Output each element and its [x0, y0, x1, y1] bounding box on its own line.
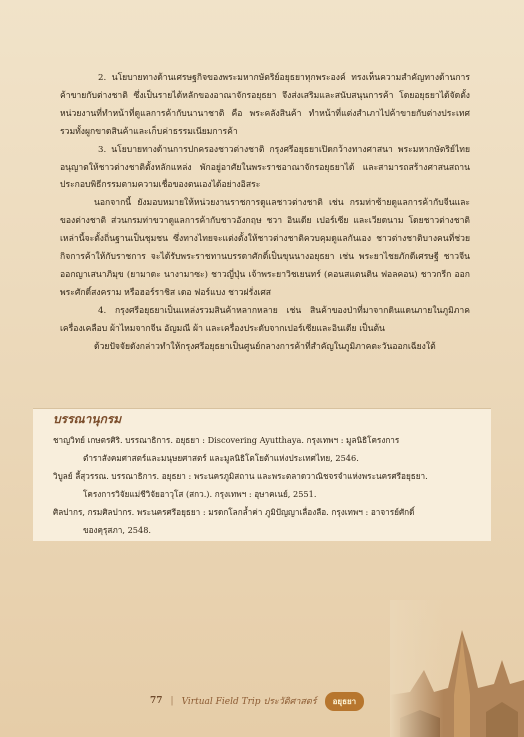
bibliography-list: [53, 432, 473, 540]
paragraph-economic-policy: 2. นโยบายทางด้านเศรษฐกิจของพระมหากษัตริย์อยุธยาทุกพระองค์ ทรงเห็นความสำคัญทางด้านการค้าขายกับต่างชาติ ซึ่งเป็นรายได้หลักของอาณาจักรอยุธยา จึงส่งเสริมและสนับสนุนการค้า โดยอยุธยาได้จัดตั้งหน่วยงานที่ทำหน้าที่ดูแลการค้ากับนานาชาติ คือ พระคลังสินค้า ทำหน้าที่แต่งสำเภาไปค้าขายกับต่างประเทศ รวมทั้งผูกขาดสินค้าและเก็บค่าธรรมเนียมการค้า: [60, 73, 470, 137]
bibliography-title: บรรณานุกรม: [53, 412, 122, 426]
page-number: 77: [150, 696, 163, 706]
main-body-text: [60, 70, 470, 357]
bibliography-entry-continuation: ตำราสังคมศาสตร์และมนุษยศาสตร์ และมูลนิธิโตโยต้าแห่งประเทศไทย, 2546.: [83, 452, 359, 463]
bibliography-entry-line: วิบูลย์ ลี้สุวรรณ. บรรณาธิการ. อยุธยา : พระนครภูมิสถาน และพระตลาดวาณิชจรจำแห่งพระนครศรีอยุธยา.: [53, 471, 428, 481]
paragraph-conclusion: ด้วยปัจจัยดังกล่าวทำให้กรุงศรีอยุธยาเป็นศูนย์กลางการค้าที่สำคัญในภูมิภาคตะวันออกเฉียงใต้: [94, 341, 436, 352]
bibliography-entry: [53, 468, 473, 503]
bibliography-entry-line: ชาญวิทย์ เกษตรศิริ. บรรณาธิการ. อยุธยา : Discovering Ayutthaya. กรุงเทพฯ : มูลนิธิโครงการ: [53, 435, 400, 445]
bibliography-entry: [53, 504, 473, 539]
footer-separator: |: [170, 696, 174, 706]
temple-illustration: [390, 600, 524, 737]
paragraph-foreigner-governance: 3. นโยบายทางด้านการปกครองชาวต่างชาติ กรุงศรีอยุธยาเปิดกว้างทางศาสนา พระมหากษัตริย์ไทยอนุญาตให้ชาวต่างชาติตั้งหลักแหล่ง พักอยู่อาศัยในพระราชอาณาจักรอยุธยาได้ และสามารถสร้างศาสนสถาน ประกอบพิธีกรรมตามความเชื่อของตนเองได้อย่างอิสระ: [60, 144, 470, 191]
paragraph-foreign-communities: นอกจากนี้ ยังมอบหมายให้หน่วยงานราชการดูแลชาวต่างชาติ เช่น กรมท่าซ้ายดูแลการค้ากับจีนและของต่างชาติ ส่วนกรมท่าขวาดูแลการค้ากับชาวอังกฤษ ชวา อินเดีย เปอร์เซีย และเวียดนาม โดยชาวต่างชาติเหล่านี้จะตั้งถิ่นฐานเป็นชุมชน ซึ่งทางไทยจะแต่งตั้งให้ชาวต่างชาติควบคุมดูแลกันเอง ชาวต่างชาติบางคนที่ช่วยกิจการค้าให้กับราชการ จะได้รับพระราชทานบรรดาศักดิ์เป็นขุนนางอยุธยา เช่น พระยาไชยภักดีเศรษฐี ชาวจีน ออกญาเสนาภิมุข (ยามาดะ นางามาซะ) ชาวญี่ปุ่น เจ้าพระยาวิชเยนทร์ (คอนสแตนติน ฟอลคอน) ชาวกรีก ออกพระศักดิ์สงคราม หรือฮอร์ราชิส เดอ ฟอร์แบง ชาวฝรั่งเศส: [60, 198, 470, 298]
page-footer: [150, 690, 370, 712]
series-title: Virtual Field Trip ประวัติศาสตร์: [181, 697, 317, 707]
bibliography-entry-continuation: โครงการวิจัยแม่ชีวิจัยอาวุโส (สกว.). กรุงเทพฯ : อุษาคเนย์, 2551.: [83, 488, 317, 499]
bibliography-entry: [53, 432, 473, 467]
bibliography-entry-line: ศิลปากร, กรมศิลปากร. พระนครศรีอยุธยา : มรดกโลกล้ำค่า ภูมิปัญญาเลื่องลือ. กรุงเทพฯ : อาจารย์ศักดิ์: [53, 507, 415, 517]
chapter-badge: อยุธยา: [325, 692, 365, 711]
bibliography-entry-continuation: ของคุรุสภา, 2548.: [83, 524, 152, 535]
paragraph-goods-trade: 4. กรุงศรีอยุธยาเป็นแหล่งรวมสินค้าหลากหลาย เช่น สินค้าของป่าที่มาจากดินแดนภายในภูมิภาค เครื่องเคลือบ ผ้าไหมจากจีน อัญมณี ผ้า และเครื่องประดับจากเปอร์เซียและอินเดีย เป็นต้น: [60, 305, 470, 334]
